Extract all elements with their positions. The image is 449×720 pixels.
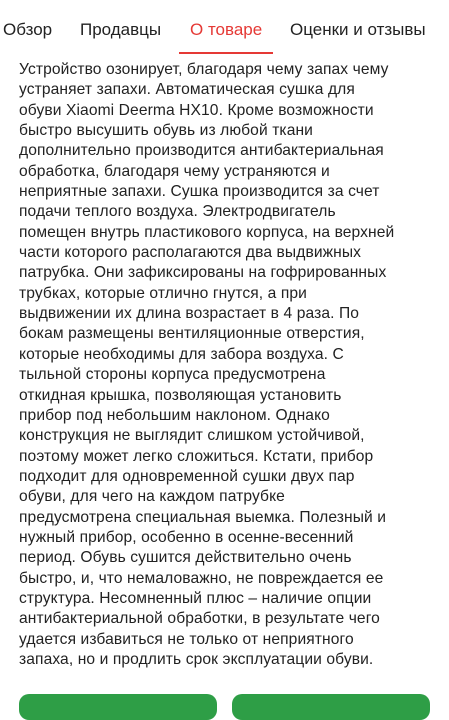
secondary-action-button[interactable] [232, 694, 430, 720]
primary-action-button[interactable] [19, 694, 217, 720]
description-line: период. Обувь сушится действительно очень [19, 549, 352, 567]
tab-overview[interactable]: Обзор [3, 20, 53, 39]
description-line: бокам размещены вентиляционные отверстия, [19, 325, 365, 343]
description-line: выдвижении их длина возрастает в 4 раза. По [19, 305, 360, 323]
description-line: конструкция не выглядит слишком устойчивой, [19, 427, 365, 445]
description-line: поэтому может легко сложиться. Кстати, прибор [19, 447, 374, 465]
description-line: подачи теплого воздуха. Электродвигатель [19, 203, 336, 221]
product-tabs [0, 0, 449, 58]
description-line: нужный прибор, особенно в осенне-весенний [19, 528, 354, 546]
description-line: Устройство озонирует, благодаря чему запах чему [19, 61, 389, 78]
tab-reviews[interactable]: Оценки и отзывы [290, 20, 426, 39]
product-description [19, 60, 423, 670]
description-line: предусмотрена специальная выемка. Полезный и [19, 508, 387, 526]
description-line: обработка, благодаря чему устраняются и [19, 162, 330, 180]
description-line: трубках, которые отлично гнутся, а при [19, 284, 307, 302]
description-line: обуви, для чего на каждом патрубке [19, 488, 285, 506]
description-line: откидная крышка, позволяющая установить [19, 386, 342, 404]
description-line: запаха, но и продлить срок эксплуатации обуви. [19, 650, 374, 668]
description-line: тыльной стороны корпуса предусмотрена [19, 366, 326, 384]
description-line: которые необходимы для забора воздуха. С [19, 345, 344, 363]
description-line: части которого располагаются два выдвижных [19, 244, 362, 262]
tab-about-product[interactable]: О товаре [190, 20, 263, 39]
description-line: быстро, и, что немаловажно, не повреждается ее [19, 569, 384, 587]
description-line: прибор под небольшим наклоном. Однако [19, 406, 330, 424]
description-line: дополнительно производится антибактериальная [19, 142, 384, 160]
description-line: подходит для одновременной сушки двух пар [19, 467, 355, 485]
description-line: быстро высушить обувь из любой ткани [19, 122, 313, 140]
description-line: обуви Xiaomi Deerma HX10. Кроме возможности [19, 101, 374, 119]
description-line: антибактериальной обработки, в результате чего [19, 610, 380, 628]
tab-sellers[interactable]: Продавцы [80, 20, 162, 39]
active-tab-indicator [179, 52, 273, 54]
description-line: устраняет запахи. Автоматическая сушка для [19, 81, 355, 99]
description-line: удается избавиться не только от неприятного [19, 630, 354, 648]
description-line: патрубка. Они зафиксированы на гофрированных [19, 264, 387, 282]
description-line: структура. Несомненный плюс – наличие опции [19, 589, 372, 607]
description-line: помещен внутрь пластикового корпуса, на верхней [19, 223, 395, 241]
description-line: неприятные запахи. Сушка производится за счет [19, 183, 380, 201]
